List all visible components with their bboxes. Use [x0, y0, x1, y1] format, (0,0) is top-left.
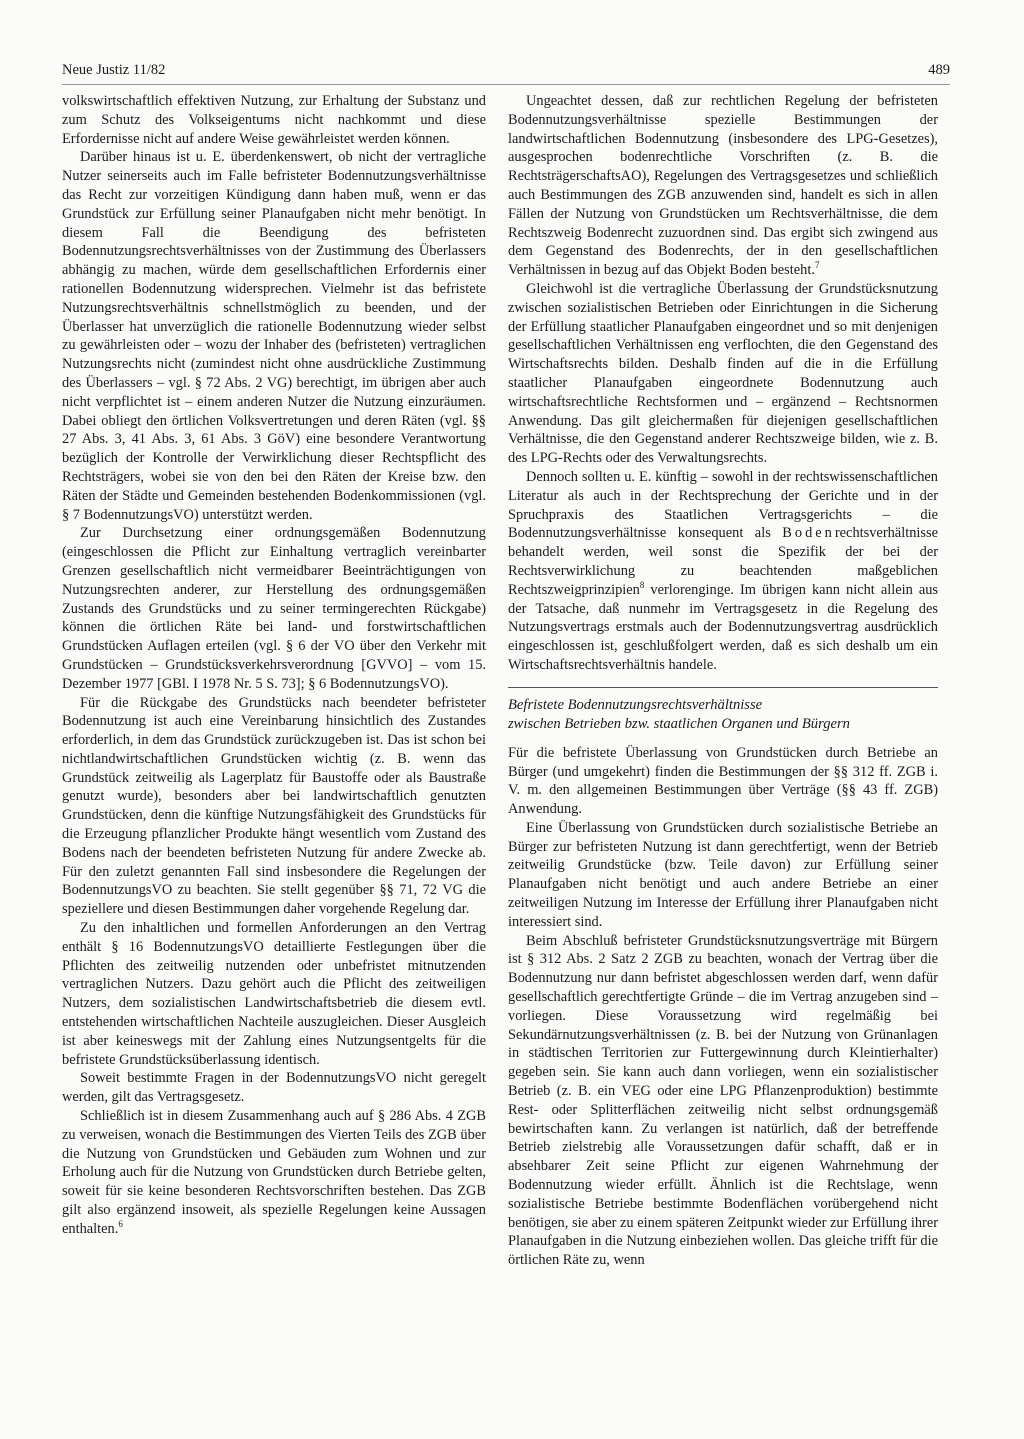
section-heading-line: zwischen Betrieben bzw. staatlichen Organen und Bürgern [508, 715, 850, 732]
paragraph: Beim Abschluß befristeter Grundstücksnutzungsverträge mit Bürgern ist § 312 Abs. 2 Satz 2 ZGB zu beachten, wonach der Vertrag über die Bodennutzung nur dann befristet abgeschlossen werden darf, wenn dafür gesellschaftlich gerechtfertigte Gründe – die im Vertrag anzugeben sind – vorliegen. Diese Voraussetzung wird regelmäßig bei Sekundärnutzungsverhältnissen (z. B. bei der Nutzung von Grünanlagen in städtischen Territorien zur Futtergewinnung durch Kleintierhalter) gegeben sein. Sie kann auch dann vorliegen, wenn ein sozialistischer Betrieb (z. B. ein VEG oder eine LPG Pflanzenproduktion) bestimmte Rest- oder Splitterflächen zeitweilig nicht selbst ordnungsgemäß bewirtschaften kann. Zu verlangen ist natürlich, daß der betreffende Betrieb zielstrebig alle Voraussetzungen dafür schafft, daß er in absehbarer Zeit seine Pflicht zur eigenen Wahrnehmung der Bodennutzung wieder erfüllt. Ähnlich ist die Rechtslage, wenn sozialistische Betriebe bestimmte Bodenflächen vorübergehend nicht benötigen, sie aber zu einem späteren Zeitpunkt wieder zur Erfüllung ihrer Planaufgaben in die Nutzung einbeziehen wollen. Das gleiche trifft für die örtlichen Räte zu, wenn [508, 932, 938, 1269]
right-column [508, 92, 938, 1270]
paragraph: Gleichwohl ist die vertragliche Überlassung der Grundstücksnutzung zwischen sozialistischen Betrieben oder Einrichtungen in die Sicherung der Erfüllung staatlicher Planaufgaben eingeordnet und so mit denjenigen gesellschaftlichen Verhältnissen eng verflochten, die den Gegenstand des Wirtschaftsrechts bilden. Deshalb finden auf die in die Erfüllung staatlicher Planaufgaben eingeordnete Bodennutzung auch wirtschaftsrechtliche Rechtsformen und – ergänzend – Rechtsnormen Anwendung. Das gilt gleichermaßen für diejenigen gesellschaftlichen Verhältnisse, die den Gegenstand anderer Rechtszweige bilden, wie z. B. des LPG-Rechts oder des Verwaltungsrechts. [508, 280, 938, 467]
paragraph [508, 92, 938, 280]
paragraph [508, 468, 938, 675]
paragraph-text: Ungeachtet dessen, daß zur rechtlichen Regelung der befristeten Bodennutzungsverhältnisse spezielle Bestimmungen der landwirtschaftlichen Bodennutzung (insbesondere des LPG-Gesetzes), ausgesprochen bodenrechtliche Vorschriften (z. B. die RechtsträgerschaftsAO), Regelungen des Vertragsgesetzes und schließlich auch Bestimmungen des ZGB anzuwenden sind, handelt es sich in allen Fällen der Nutzung von Grundstücken um Rechtsverhältnisse, die dem Rechtszweig Bodenrecht zuzuordnen sind. Das ergibt sich zwingend aus dem Gegenstand des Bodenrechts, der in den gesellschaftlichen Verhältnissen in bezug auf das Objekt Boden besteht. [508, 93, 938, 279]
page-header [62, 62, 950, 85]
journal-title: Neue Justiz 11/82 [62, 62, 166, 78]
paragraph [62, 1107, 486, 1239]
paragraph: Soweit bestimmte Fragen in der BodennutzungsVO nicht geregelt werden, gilt das Vertragsgesetz. [62, 1070, 486, 1106]
footnote-marker: 7 [814, 260, 820, 271]
paragraph-text: Schließlich ist in diesem Zusammenhang auch auf § 286 Abs. 4 ZGB zu verweisen, wonach die Bestimmungen des Vierten Teils des ZGB über die Nutzung von Grundstücken und Gebäuden zum Wohnen und zur Erholung auch für die Nutzung von Grundstücken durch Betriebe gelten, soweit für sie keine besonderen Rechtsvorschriften bestehen. Das ZGB gilt also ergänzend insoweit, als spezielle Regelungen keine Aussagen enthalten. [62, 1108, 486, 1237]
footnote-marker: 6 [118, 1219, 123, 1230]
paragraph: Eine Überlassung von Grundstücken durch sozialistische Betriebe an Bürger zur befristeten Nutzung ist dann gerechtfertigt, wenn der Betrieb zeitweilig Grundstücke (bzw. Teile davon) zur Erfüllung seiner Planaufgaben nicht benötigt und auch andere Betriebe an einer zeitweiligen Nutzung im Interesse der Erfüllung ihrer Planaufgaben nicht interessiert sind. [508, 819, 938, 930]
paragraph: volkswirtschaftlich effektiven Nutzung, zur Erhaltung der Substanz und zum Schutz des Volkseigentums nicht nachkommt und diese Erfordernisse nicht auf andere Weise gewährleistet werden können. [62, 93, 486, 147]
page-number: 489 [928, 62, 950, 78]
emphasized-word: Boden [782, 525, 835, 542]
section-divider [508, 687, 938, 688]
paragraph: Zur Durchsetzung einer ordnungsgemäßen Bodennutzung (eingeschlossen die Pflicht zur Einhaltung vertraglich vereinbarter Grenzen gesellschaftlich nicht vermeidbarer Beeinträchtigungen von Nutzungsrechten anderer, zur Herstellung des ordnungsgemäßen Zustands des Grundstücks und zu seiner termingerechten Rückgabe) können die örtlichen Räte bei land- und forstwirtschaftlichen Grundstücken Auflagen erteilen (vgl. § 6 der VO über den Verkehr mit Grundstücken – Grundstücksverkehrsverordnung [GVVO] – vom 15. Dezember 1977 [GBl. I 1978 Nr. 5 S. 73]; § 6 BodennutzungsVO). [62, 525, 486, 692]
paragraph-text: Dennoch sollten u. E. künftig – sowohl in der rechtswissenschaftlichen Literatur als auch in der Rechtsprechung der Gerichte und in der Spruchpraxis des Staatlichen Vertragsgerichts – die Bodennutzungsverhältnisse konsequent als [508, 468, 938, 542]
left-column [62, 92, 486, 1239]
paragraph-text: verlorenginge. Im übrigen kann nicht allein aus der Tatsache, daß nunmehr im Vertragsgesetz in die Regelung des Nutzungsvertrags erstmals auch der Bodennutzungsvertrag ausdrücklich eingeschlossen ist, geschlußfolgert werden, daß es sich deshalb um ein Wirtschaftsrechtsverhältnis handele. [508, 581, 938, 673]
footnote-marker: 8 [639, 579, 645, 590]
section-heading-line: Befristete Bodennutzungsrechtsverhältnisse [508, 696, 763, 713]
section-heading [508, 696, 938, 734]
paragraph-text: rechtsverhältnisse behandelt werden, weil sonst die Spezifik der bei der Rechtsverwirklichung zu beachtenden maßgeblichen Rechtszweigprinzipien [508, 525, 938, 598]
paragraph: Für die Rückgabe des Grundstücks nach beendeter befristeter Bodennutzung ist auch eine Vereinbarung hinsichtlich des Zustandes erforderlich, in dem das Grundstück zurückzugeben ist. Das ist schon bei nichtlandwirtschaftlichen Grundstücken wichtig (z. B. wenn das Grundstück zeitweilig als Lagerplatz für Baustoffe oder als Baustraße genutzt wurde), besonders aber bei landwirtschaftlich genutzten Grundstücken, denn die künftige Nutzungsfähigkeit des Grundstücks für die Erzeugung pflanzlicher Produkte hängt wesentlich vom Zustand des Bodens nach der beendeten befristeten Nutzung für andere Zwecke ab. Für den zuletzt genannten Fall sind insbesondere die Regelungen der BodennutzungsVO zu beachten. Sie stellt gegenüber §§ 71, 72 VG die speziellere und diesen Bestimmungen daher vorgehende Regelung dar. [62, 694, 486, 918]
paragraph: Darüber hinaus ist u. E. überdenkenswert, ob nicht der vertragliche Nutzer seinerseits auch im Falle befristeter Bodennutzungsverhältnisse das Recht zur vorzeitigen Kündigung dann haben muß, wenn er das Grundstück zur Erfüllung seiner Planaufgaben nicht mehr benötigt. In diesem Fall die Beendigung des befristeten Bodennutzungsrechtsverhältnisses von der Zustimmung des Überlassers abhängig zu machen, würde dem gesellschaftlichen Erfordernis einer rationellen Bodennutzung widersprechen. Vielmehr ist das befristete Nutzungsrechtsverhältnis schnellstmöglich zu beenden, und der Überlasser hat unverzüglich die rationelle Bodennutzung wieder selbst zu gewährleisten oder – wozu der Inhaber des (befristeten) vertraglichen Nutzungsrechts nicht (zumindest nicht ohne ausdrückliche Zustimmung des Überlassers – vgl. § 72 Abs. 2 VG) berechtigt, im übrigen aber auch nicht verpflichtet ist – einem anderen Nutzer die Nutzung einzuräumen. Dabei obliegt den örtlichen Volksvertretungen und deren Räten (vgl. §§ 27 Abs. 3, 41 Abs. 3, 61 Abs. 3 GöV) eine besondere Verantwortung bezüglich der Kontrolle der Verwirklichung dieser Rechtspflicht des Rechtsträgers, wobei sie von den bei den Räten der Kreise bzw. den Räten der Städte und Gemeinden bestehenden Bodenkommissionen (vgl. § 7 BodennutzungsVO) unterstützt werden. [62, 149, 486, 523]
paragraph: Zu den inhaltlichen und formellen Anforderungen an den Vertrag enthält § 16 BodennutzungsVO detaillierte Festlegungen über die Pflichten des zeitweilig nutzenden oder unbefristet mitnutzenden vertraglichen Nutzers. Dazu gehört auch die Pflicht des zeitweiligen Nutzers, dem sozialistischen Landwirtschaftsbetrieb die diesem evtl. entstehenden wirtschaftlichen Nachteile auszugleichen. Dieser Ausgleich ist aber keineswegs mit der Zahlung eines Nutzungsentgelts für die befristete Grundstücksüberlassung identisch. [62, 920, 486, 1068]
paragraph: Für die befristete Überlassung von Grundstücken durch Betriebe an Bürger (und umgekehrt) finden die Bestimmungen der §§ 312 ff. ZGB i. V. m. den allgemeinen Bestimmungen über Verträge (§§ 43 ff. ZGB) Anwendung. [508, 744, 938, 818]
